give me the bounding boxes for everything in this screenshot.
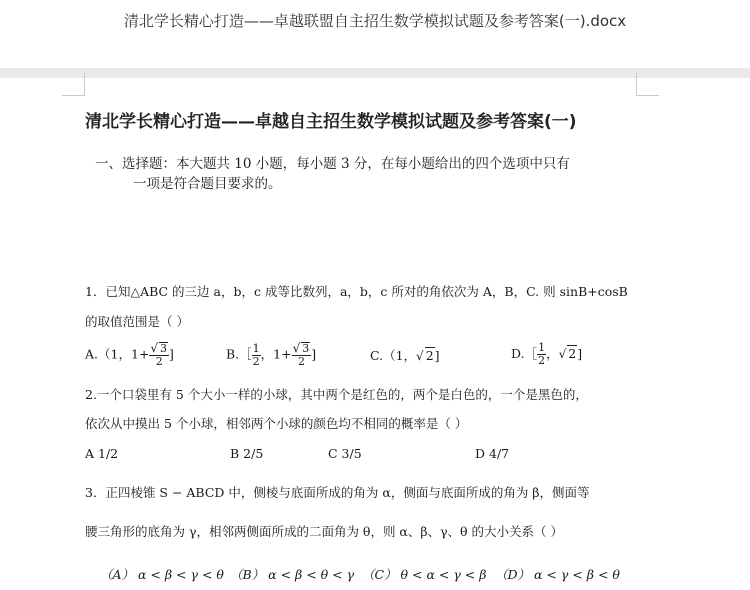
crop-mark-top-right (636, 73, 659, 96)
q3-option-c: （C） θ < α < γ < β (362, 567, 487, 582)
q2-line-2: 依次从中摸出 5 个小球，相邻两个小球的颜色均不相同的概率是（ ） (85, 416, 468, 431)
q2-option-c: C 3/5 (328, 446, 362, 461)
q1-option-b: B.［ $\frac{1}{2}$ ，1+ $\frac{√ 3}{2}$ ] (226, 341, 317, 368)
q2-option-b: B 2/5 (230, 446, 264, 461)
q3-option-a: （A） α < β < γ < θ (100, 567, 224, 582)
q3-line-1: 3．正四棱锥 S − ABCD 中，侧棱与底面所成的角为 α，侧面与底面所成的角为 β，侧面等 (85, 485, 590, 500)
window-title: 清北学长精心打造——卓越联盟自主招生数学模拟试题及参考答案(一).docx (123, 12, 627, 30)
q2-option-d: D 4/7 (475, 446, 510, 461)
q1-option-d: D.［ $\frac{1}{2}$ ，√ 2] (511, 341, 583, 367)
q3-option-b: （B） α < β < θ < γ (230, 567, 355, 582)
section-heading (95, 154, 655, 194)
section-line-1: 一、选择题：本大题共 10 小题，每小题 3 分，在每小题给出的四个选项中只有 (95, 156, 570, 172)
q1-option-a: A.（1，1+ $\frac{√ 3}{2}$ ] (85, 341, 174, 368)
q2-line-1: 2.一个口袋里有 5 个大小一样的小球，其中两个是红色的，两个是白色的，一个是黑色的， (85, 387, 588, 402)
crop-mark-top-left (62, 73, 85, 96)
q1-option-c: C.（1，√ 2] (370, 348, 440, 363)
q3-option-d: （D） α < γ < β < θ (495, 567, 620, 582)
q3-line-2: 腰三角形的底角为 γ，相邻两侧面所成的二面角为 θ，则 α、β、γ、θ 的大小关系（ ） (85, 524, 564, 539)
section-line-2: 一项是符合题目要求的。 (133, 176, 282, 192)
q2-option-a: A 1/2 (85, 446, 119, 461)
q1-line-1: 1．已知△ABC 的三边 a，b，c 成等比数列，a，b，c 所对的角依次为 A，B，C. 则 sinB+cosB (85, 284, 628, 299)
document-title: 清北学长精心打造——卓越自主招生数学模拟试题及参考答案(一) (85, 112, 577, 132)
title-bar (0, 0, 750, 68)
q1-line-2: 的取值范围是（ ） (85, 314, 189, 329)
